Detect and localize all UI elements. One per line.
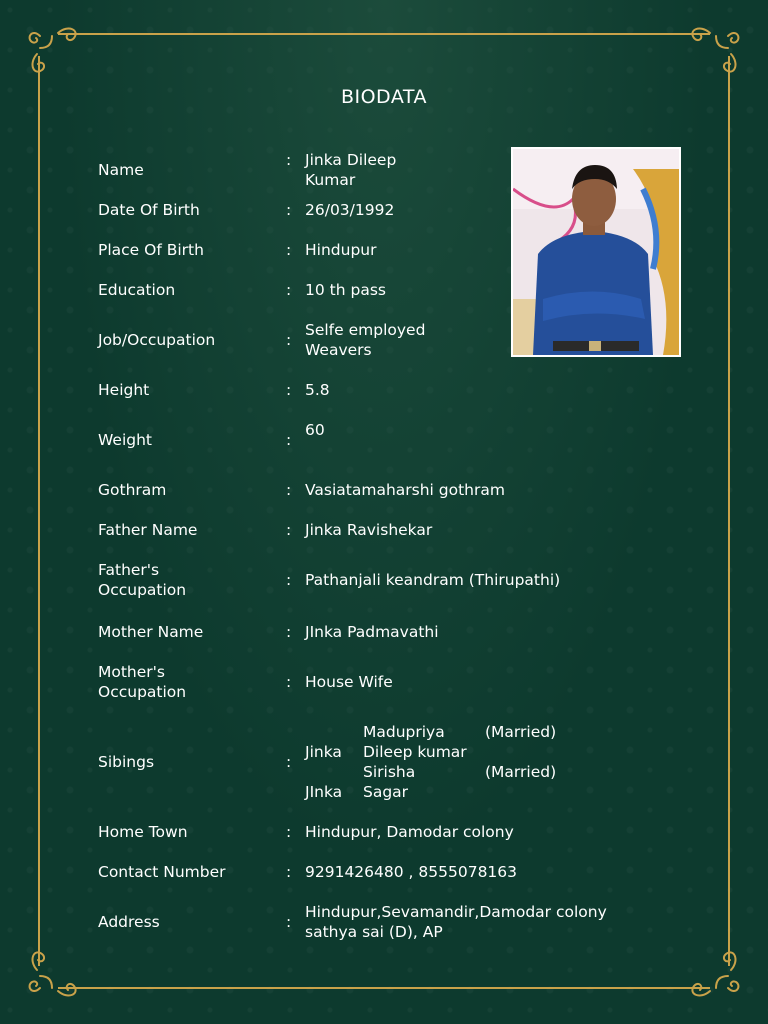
corner-ornament-icon — [686, 18, 746, 78]
field-label: Weight — [98, 431, 153, 449]
field-label: Father's Occupation — [98, 561, 187, 599]
field-value: 5.8 — [305, 381, 330, 399]
field-label: Father Name — [98, 521, 198, 539]
sibling-text: (Married) — [485, 763, 557, 781]
field-separator: : — [286, 431, 292, 449]
field-value: 10 th pass — [305, 281, 386, 299]
sibling-text: Sirisha — [363, 763, 416, 781]
border-top — [58, 33, 710, 35]
field-separator: : — [286, 913, 292, 931]
field-separator: : — [286, 241, 292, 259]
field-separator: : — [286, 823, 292, 841]
field-separator: : — [286, 281, 292, 299]
corner-ornament-icon — [686, 946, 746, 1006]
field-value: 60 — [305, 421, 325, 439]
field-value: JInka Padmavathi — [305, 623, 439, 641]
field-separator: : — [286, 481, 292, 499]
field-separator: : — [286, 521, 292, 539]
sibling-text: Dileep kumar — [363, 743, 467, 761]
field-separator: : — [286, 381, 292, 399]
field-label: Place Of Birth — [98, 241, 204, 259]
field-label: Education — [98, 281, 176, 299]
border-left — [38, 56, 40, 966]
field-separator: : — [286, 331, 292, 349]
border-bottom — [58, 987, 710, 989]
field-value: Selfe employed Weavers — [305, 321, 426, 359]
sibling-text: Madupriya — [363, 723, 445, 741]
border-right — [728, 56, 730, 966]
field-separator: : — [286, 151, 292, 169]
field-separator: : — [286, 863, 292, 881]
field-label: Date Of Birth — [98, 201, 200, 219]
sibling-text: JInka — [305, 783, 343, 801]
sibling-text: (Married) — [485, 723, 557, 741]
page-title: BIODATA — [340, 86, 428, 108]
field-value: Hindupur,Sevamandir,Damodar colony sathya sai (D), AP — [305, 903, 607, 941]
field-label: Height — [98, 381, 150, 399]
field-label: Gothram — [98, 481, 167, 499]
field-label: Home Town — [98, 823, 188, 841]
field-value: 9291426480 , 8555078163 — [305, 863, 518, 881]
field-label: Sibings — [98, 753, 155, 771]
field-value: Vasiatamaharshi gothram — [305, 481, 505, 499]
field-label: Contact Number — [98, 863, 226, 881]
field-label: Job/Occupation — [98, 331, 216, 349]
field-value: Jinka Dileep Kumar — [305, 151, 397, 189]
field-value: Hindupur — [305, 241, 377, 259]
field-separator: : — [286, 673, 292, 691]
field-label: Mother Name — [98, 623, 204, 641]
corner-ornament-icon — [22, 18, 82, 78]
field-value: House Wife — [305, 673, 393, 691]
field-separator: : — [286, 201, 292, 219]
field-label: Address — [98, 913, 160, 931]
corner-ornament-icon — [22, 946, 82, 1006]
sibling-text: Jinka — [305, 743, 342, 761]
field-separator: : — [286, 623, 292, 641]
field-separator: : — [286, 571, 292, 589]
field-label: Name — [98, 161, 144, 179]
field-value: Jinka Ravishekar — [305, 521, 433, 539]
field-value: Hindupur, Damodar colony — [305, 823, 514, 841]
field-value: 26/03/1992 — [305, 201, 395, 219]
field-separator: : — [286, 753, 292, 771]
sibling-text: Sagar — [363, 783, 409, 801]
field-value: Pathanjali keandram (Thirupathi) — [305, 571, 561, 589]
field-label: Mother's Occupation — [98, 663, 187, 701]
